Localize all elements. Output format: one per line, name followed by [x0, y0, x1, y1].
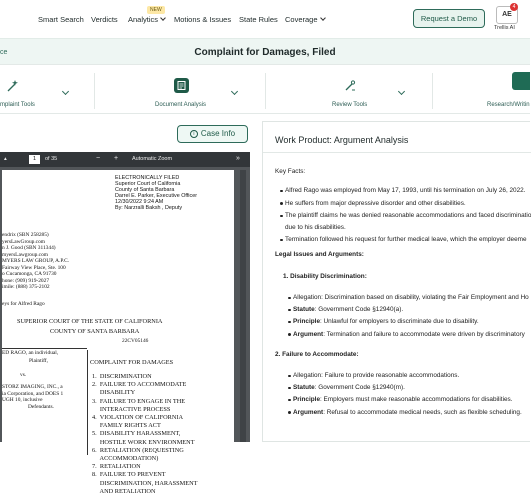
filed-stamp-line: By: Narzralli Baksh , Deputy	[115, 205, 183, 211]
issue-item-text: : Refusal to accommodate medical needs, such as flexible scheduling.	[323, 408, 522, 416]
case-info-label: Case Info	[200, 129, 236, 138]
pdf-zoom-select[interactable]: Automatic Zoom	[132, 156, 173, 162]
bullet	[288, 333, 291, 336]
filed-stamp-line: County of Santa Barbara	[115, 187, 175, 193]
issue-item-text: : Termination and failure to accommodate were driven by discriminatory	[323, 330, 525, 338]
nav-smart-search[interactable]: Smart Search	[38, 15, 84, 24]
issue-heading-label: 2. Failure to Accommodate	[275, 351, 357, 358]
bullet	[288, 375, 291, 378]
attorney-line: o Cucamonga, CA 91730	[2, 271, 57, 277]
cause-of-action: DISABILITY	[92, 389, 136, 397]
bullet	[280, 202, 283, 205]
key-fact-item: Alfred Rago was employed from May 17, 1993, until his termination on July 26, 2022.	[285, 187, 526, 194]
key-facts-heading: Key Facts:	[275, 168, 306, 175]
case-info-button[interactable]	[177, 125, 248, 143]
back-link[interactable]: ce	[0, 49, 8, 56]
tool-label-review[interactable]: Review Tools	[332, 102, 368, 108]
research-writing-icon[interactable]	[512, 72, 530, 90]
tool-label-complaint[interactable]: mplaint Tools	[0, 102, 35, 108]
toolbar-divider	[265, 73, 266, 109]
attorney-line: imile: (888) 375-2102	[2, 284, 50, 290]
attorney-line: myersLawgroup.com	[2, 251, 48, 258]
cause-of-action: FAMILY RIGHTS ACT	[92, 422, 161, 430]
pdf-page	[2, 170, 234, 495]
issue-item	[293, 396, 513, 403]
zoom-in-icon[interactable]: +	[114, 155, 119, 162]
nav-coverage[interactable]	[285, 15, 325, 24]
issue-item-text: Allegation: Failure to provide reasonable accommodations.	[293, 372, 460, 379]
issue-item-label: Argument	[293, 408, 324, 416]
caption-divider	[87, 350, 88, 455]
bullet	[288, 297, 291, 300]
issue-item	[293, 306, 403, 313]
issue-item	[293, 331, 525, 338]
nav-state-rules[interactable]: State Rules	[239, 15, 278, 24]
defendant-line: UGH 10, inclusive	[2, 397, 43, 403]
issue-item-label: Argument	[293, 330, 324, 338]
pdf-toolbar	[0, 152, 250, 167]
issue-item-label: Principle	[293, 318, 320, 326]
bullet	[280, 190, 283, 193]
cause-of-action: INTERACTIVE PROCESS	[92, 405, 171, 413]
cause-of-action: 8. FAILURE TO PREVENT	[92, 471, 166, 479]
cause-of-action: HOSTILE WORK ENVIRONMENT	[92, 438, 195, 446]
issue-item	[293, 294, 529, 301]
issue-heading-label: 1. Disability Discrimination	[283, 273, 365, 280]
issue-item	[293, 318, 479, 325]
key-facts-label: Key Facts	[275, 168, 304, 175]
tools-toolbar	[0, 64, 530, 114]
document-icon	[174, 78, 189, 93]
bullet	[288, 411, 291, 414]
attorney-line: hone: (909) 919-2027	[2, 277, 50, 284]
pdf-viewer[interactable]	[0, 152, 250, 495]
cause-of-action: ACCOMMODATION)	[92, 455, 159, 462]
issue-item-text: : Government Code §12940(m).	[314, 384, 405, 392]
cause-of-action: DISCRIMINATION, HARASSMENT	[92, 479, 198, 487]
issue-item-text: : Employers must make reasonable accommodations for disabilities.	[320, 396, 513, 404]
document-title-bar	[0, 38, 530, 64]
document-analysis-icon[interactable]	[174, 78, 189, 93]
issue-item-text: : Government Code §12940(a).	[314, 306, 404, 314]
defendant-line: STORZ IMAGING, INC., a	[2, 384, 63, 390]
avatar[interactable]: AE	[496, 6, 518, 24]
caption-rule	[2, 348, 87, 349]
defendant-line: ia Corporation, and DOES 1	[2, 390, 64, 397]
filed-stamp-line: Darrel E. Parker, Executive Officer	[115, 193, 197, 199]
cause-of-action: 1. DISCRIMINATION	[92, 373, 152, 380]
attorney-line: Fairway View Place, Ste. 100	[2, 264, 66, 271]
issue-item-label: Principle	[293, 396, 320, 404]
review-tools-icon	[343, 79, 357, 93]
filed-stamp-line: 12/30/2022 9:24 AM	[115, 199, 164, 205]
bullet	[280, 239, 283, 242]
nav-motions-issues[interactable]: Motions & Issues	[174, 15, 232, 24]
chevron-down-icon[interactable]	[398, 88, 405, 95]
issue-item-label: Statute	[293, 384, 315, 392]
filed-stamp-line: ELECTRONICALLY FILED	[115, 175, 180, 181]
cause-of-action: 2. FAILURE TO ACCOMMODATE	[92, 381, 187, 389]
issue-item	[293, 384, 405, 391]
top-navigation	[0, 0, 530, 38]
attorney-line: yersLawGroup.com	[2, 238, 45, 245]
bullet	[288, 387, 291, 390]
cause-of-action: 7. RETALIATION	[92, 463, 141, 471]
nav-analytics[interactable]	[128, 15, 165, 24]
request-demo-button[interactable]: Request a Demo	[413, 9, 485, 28]
page-title: Complaint for Damages, Filed	[194, 47, 336, 58]
issue-heading: 1. Disability Discrimination:	[283, 273, 367, 280]
pdf-page-total: of 35	[45, 156, 58, 162]
info-icon: i	[190, 130, 198, 138]
attorney-line: endrix (SBN 258285)	[2, 232, 49, 238]
argument-analysis-panel	[262, 121, 530, 442]
zoom-out-icon[interactable]: −	[96, 155, 101, 162]
attorneys-for: eys for Alfred Rago	[2, 301, 45, 307]
court-name: SUPERIOR COURT OF THE STATE OF CALIFORNIA	[17, 318, 163, 325]
tool-label-document-analysis[interactable]: Document Analysis	[155, 102, 207, 108]
key-fact-item: The plaintiff claims he was denied reasonable accommodations and faced discriminatio	[285, 212, 531, 219]
chevron-down-icon	[160, 15, 166, 21]
profile-label: Trellis AI	[494, 25, 515, 31]
pdf-more-icon[interactable]: »	[236, 155, 240, 162]
analysis-divider	[263, 152, 531, 153]
key-fact-item: due to his disabilities.	[285, 223, 346, 231]
plaintiff-line: Plaintiff,	[29, 358, 48, 364]
legal-issues-label: Legal Issues and Arguments	[275, 251, 362, 258]
filed-stamp-line: Superior Court of California	[115, 181, 181, 187]
toolbar-divider	[432, 73, 433, 109]
cause-of-action: 4. VIOLATION OF CALIFORNIA	[92, 414, 184, 421]
pdf-page-input[interactable]: 1	[29, 155, 40, 164]
nav-coverage-label: Coverage	[285, 15, 318, 24]
case-number: 22CV05146	[122, 338, 149, 344]
cause-of-action: 5. DISABILITY HARASSMENT,	[92, 430, 181, 438]
issue-item	[293, 409, 522, 416]
issue-item-text: : Unlawful for employers to discriminate due to disability.	[320, 318, 479, 326]
nav-verdicts[interactable]: Verdicts	[91, 15, 118, 24]
notification-badge: 4	[510, 3, 518, 11]
legal-issues-heading: Legal Issues and Arguments:	[275, 251, 364, 258]
nav-analytics-label: Analytics	[128, 15, 159, 24]
toolbar-divider	[94, 73, 95, 109]
key-fact-item: Termination followed his request for further medical leave, which the employer deeme	[285, 236, 527, 243]
chevron-down-icon[interactable]	[62, 88, 69, 95]
issue-item-text: Allegation: Discrimination based on disability, violating the Fair Employment and Ho	[293, 294, 529, 301]
pdf-page-up-icon[interactable]: ▴	[4, 156, 7, 162]
issue-item	[293, 372, 459, 379]
complaint-tools-icon	[6, 79, 20, 93]
plaintiff-line: ED RAGO, an individual,	[2, 350, 59, 356]
defendant-line: Defendants.	[28, 403, 54, 410]
bullet	[288, 309, 291, 312]
new-badge: NEW	[147, 6, 165, 14]
issue-heading: 2. Failure to Accommodate:	[275, 351, 359, 358]
bullet	[280, 215, 283, 218]
pdf-scrollbar[interactable]	[240, 170, 246, 442]
attorney-line: n J. Good (SBN 311344)	[2, 245, 56, 251]
bullet	[288, 321, 291, 324]
chevron-down-icon	[320, 15, 326, 21]
cause-of-action: AND RETALIATION	[92, 487, 156, 495]
court-county: COUNTY OF SANTA BARBARA	[50, 328, 140, 335]
analysis-title: Work Product: Argument Analysis	[275, 135, 409, 145]
cause-of-action: 3. FAILURE TO ENGAGE IN THE	[92, 397, 186, 405]
key-fact-item: He suffers from major depressive disorder and other disabilities.	[285, 199, 466, 207]
attorney-line: MYERS LAW GROUP, A.P.C.	[2, 258, 70, 264]
complaint-title: COMPLAINT FOR DAMAGES	[90, 359, 174, 366]
bullet	[288, 399, 291, 402]
tool-label-research[interactable]: Research/Writin	[487, 102, 530, 108]
issue-item-label: Statute	[293, 306, 315, 314]
cause-of-action: 6. RETALIATION (REQUESTING	[92, 446, 184, 454]
chevron-down-icon[interactable]	[231, 88, 238, 95]
vs-line: vs.	[20, 372, 27, 378]
